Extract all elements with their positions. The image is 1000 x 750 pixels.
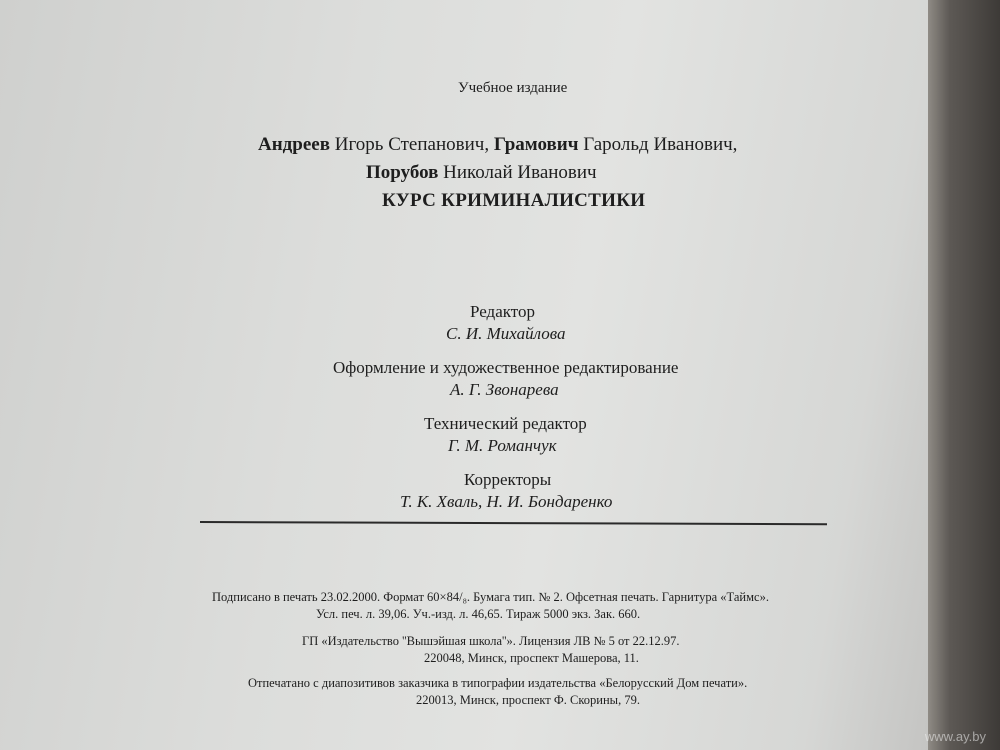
imprint-line: ГП «Издательство ''Вышэйшая школа''». Лицензия ЛВ № 5 от 22.12.97. <box>302 634 680 648</box>
watermark: www.ay.by <box>924 729 986 744</box>
credit-person-editor: С. И. Михайлова <box>446 324 566 343</box>
imprint-line: 220048, Минск, проспект Машерова, 11. <box>424 651 639 665</box>
author-surname-andreev: Андреев <box>258 134 330 155</box>
credit-role-proofreaders: Корректоры <box>464 470 552 489</box>
imprint-line: Отпечатано с диапозитивов заказчика в типографии издательства «Белорусский Дом печати». <box>248 676 748 690</box>
credit-role-editor: Редактор <box>470 302 535 321</box>
imprint-line: 220013, Минск, проспект Ф. Скорины, 79. <box>416 693 640 707</box>
author-surname-gramovich: Грамович <box>493 134 579 155</box>
author-name-andreev: Игорь Степанович, <box>334 134 490 155</box>
authors-line-1 <box>258 134 737 156</box>
credit-person-design: А. Г. Звонарева <box>450 380 559 399</box>
book-edge <box>928 0 1000 750</box>
imprint-line: Подписано в печать 23.02.2000. Формат 60×84/₈. Бумага тип. № 2. Офсетная печать. Гарнитура «Таймс». <box>212 590 769 604</box>
author-name-gramovich: Гарольд Иванович, <box>583 134 738 155</box>
edition-type: Учебное издание <box>458 80 568 96</box>
credit-role-design: Оформление и художественное редактирование <box>333 358 679 377</box>
credit-role-tech-editor: Технический редактор <box>424 414 587 433</box>
divider-line <box>200 521 827 525</box>
credit-person-proofreaders: Т. К. Хваль, Н. И. Бондаренко <box>400 492 613 511</box>
imprint-line: Усл. печ. л. 39,06. Уч.-изд. л. 46,65. Тираж 5000 экз. Зак. 660. <box>316 607 641 621</box>
author-name-porubov: Николай Иванович <box>443 162 597 183</box>
authors-line-2 <box>366 162 597 184</box>
credit-person-tech-editor: Г. М. Романчук <box>448 436 557 455</box>
book-title: КУРС КРИМИНАЛИСТИКИ <box>382 190 646 211</box>
author-surname-porubov: Порубов <box>366 162 439 183</box>
